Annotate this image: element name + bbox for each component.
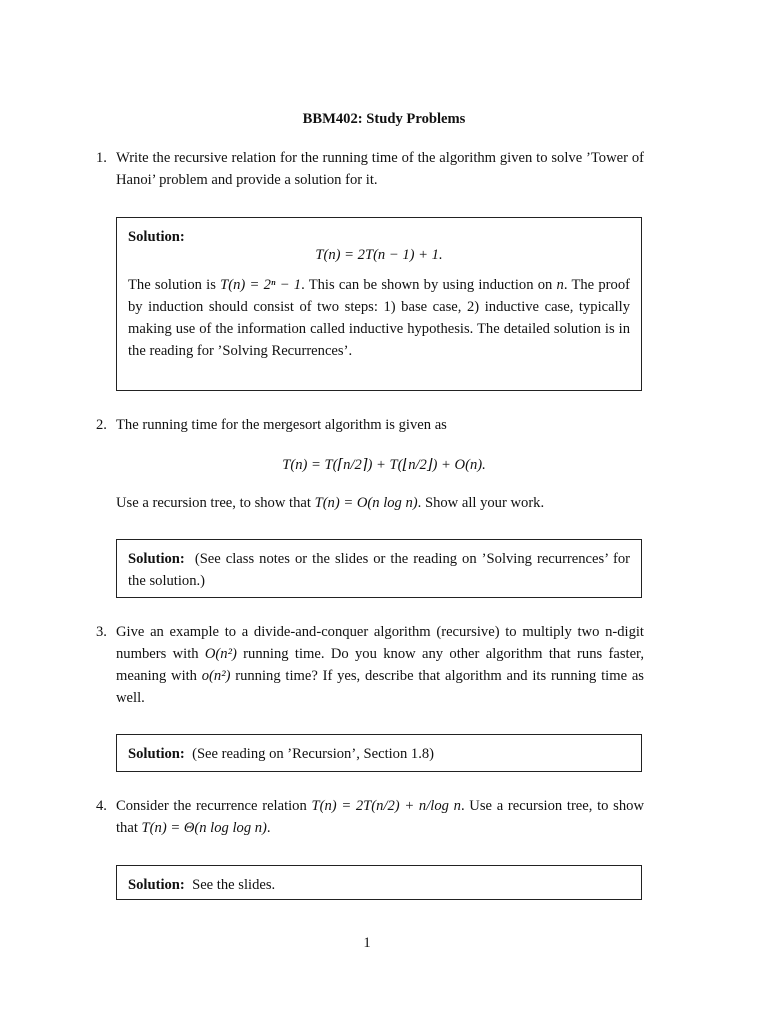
page-number: 1 xyxy=(363,935,371,951)
math-a: O(n²) xyxy=(204,646,237,662)
problem-2 xyxy=(96,414,644,436)
solution-box-1 xyxy=(116,217,642,391)
solution-equation: T(n) = 2T(n − 1) + 1. xyxy=(315,247,443,263)
solution-label: Solution: xyxy=(128,746,185,762)
text2-a: Use a recursion tree, to show that xyxy=(116,495,315,511)
math-a: T(n) = 2T(n/2) + n/log n xyxy=(311,798,461,814)
mergesort-equation: T(n) = T(⌈n/2⌉) + T(⌊n/2⌋) + O(n). xyxy=(282,457,486,473)
text-b: . Use a recursion tree, to show that xyxy=(116,798,644,836)
solution-text-b: . This can be shown by using induction on xyxy=(301,277,557,293)
solution-body: (See reading on ’Recursion’, Section 1.8) xyxy=(192,746,435,762)
problem-text xyxy=(116,621,644,709)
math-b: T(n) = Θ(n log log n) xyxy=(141,820,267,836)
problem-number: 3. xyxy=(96,624,107,640)
problem-text xyxy=(116,795,644,839)
solution-math-b: n xyxy=(556,277,564,293)
solution-box-3 xyxy=(116,734,642,772)
problem-2-continued xyxy=(96,492,644,514)
problem-number: 2. xyxy=(96,417,107,433)
solution-text xyxy=(128,274,630,362)
text2-b: . Show all your work. xyxy=(417,495,545,511)
text-c: running time? If yes, describe that algorithm and its running time as well. xyxy=(116,668,644,706)
solution-box-2 xyxy=(116,539,642,598)
text-c: . xyxy=(266,820,271,836)
solution-body: (See class notes or the slides or the reading on ’Solving recurrences’ for the solution.) xyxy=(128,551,631,589)
solution-label: Solution: xyxy=(128,229,185,245)
text-a: Give an example to a divide-and-conquer algorithm (recursive) to multiply two n-digit numbers with xyxy=(116,624,644,662)
solution-math-a: T(n) = 2ⁿ − 1 xyxy=(220,277,302,293)
solution-text xyxy=(128,874,630,896)
problem-3 xyxy=(96,621,644,709)
solution-text-a: The solution is xyxy=(128,277,221,293)
problem-number: 1. xyxy=(96,150,107,166)
solution-text-c: . The proof by induction should consist of two steps: 1) base case, 2) inductive case, typically making use of the information called inductive hypothesis. The detailed solution is in the reading for ’Solving Recurrences’. xyxy=(128,277,630,359)
solution-text xyxy=(128,548,630,592)
solution-label: Solution: xyxy=(128,551,185,567)
solution-label: Solution: xyxy=(128,877,185,893)
problem-text-2 xyxy=(116,492,644,514)
problem-text: The running time for the mergesort algorithm is given as xyxy=(116,417,447,433)
solution-body: See the slides. xyxy=(192,877,276,893)
problem-text: Write the recursive relation for the running time of the algorithm given to solve ’Tower of Hanoi’ problem and provide a solution for it. xyxy=(116,150,644,188)
math-b: o(n²) xyxy=(201,668,231,684)
document-title: BBM402: Study Problems xyxy=(302,111,466,127)
solution-text xyxy=(128,743,630,765)
text2-math: T(n) = O(n log n) xyxy=(314,495,418,511)
problem-number: 4. xyxy=(96,798,107,814)
problem-1 xyxy=(96,147,644,191)
text-b: running time. Do you know any other algorithm that runs faster, meaning with xyxy=(116,646,644,684)
solution-box-4 xyxy=(116,865,642,900)
problem-4 xyxy=(96,795,644,839)
text-a: Consider the recurrence relation xyxy=(116,798,312,814)
